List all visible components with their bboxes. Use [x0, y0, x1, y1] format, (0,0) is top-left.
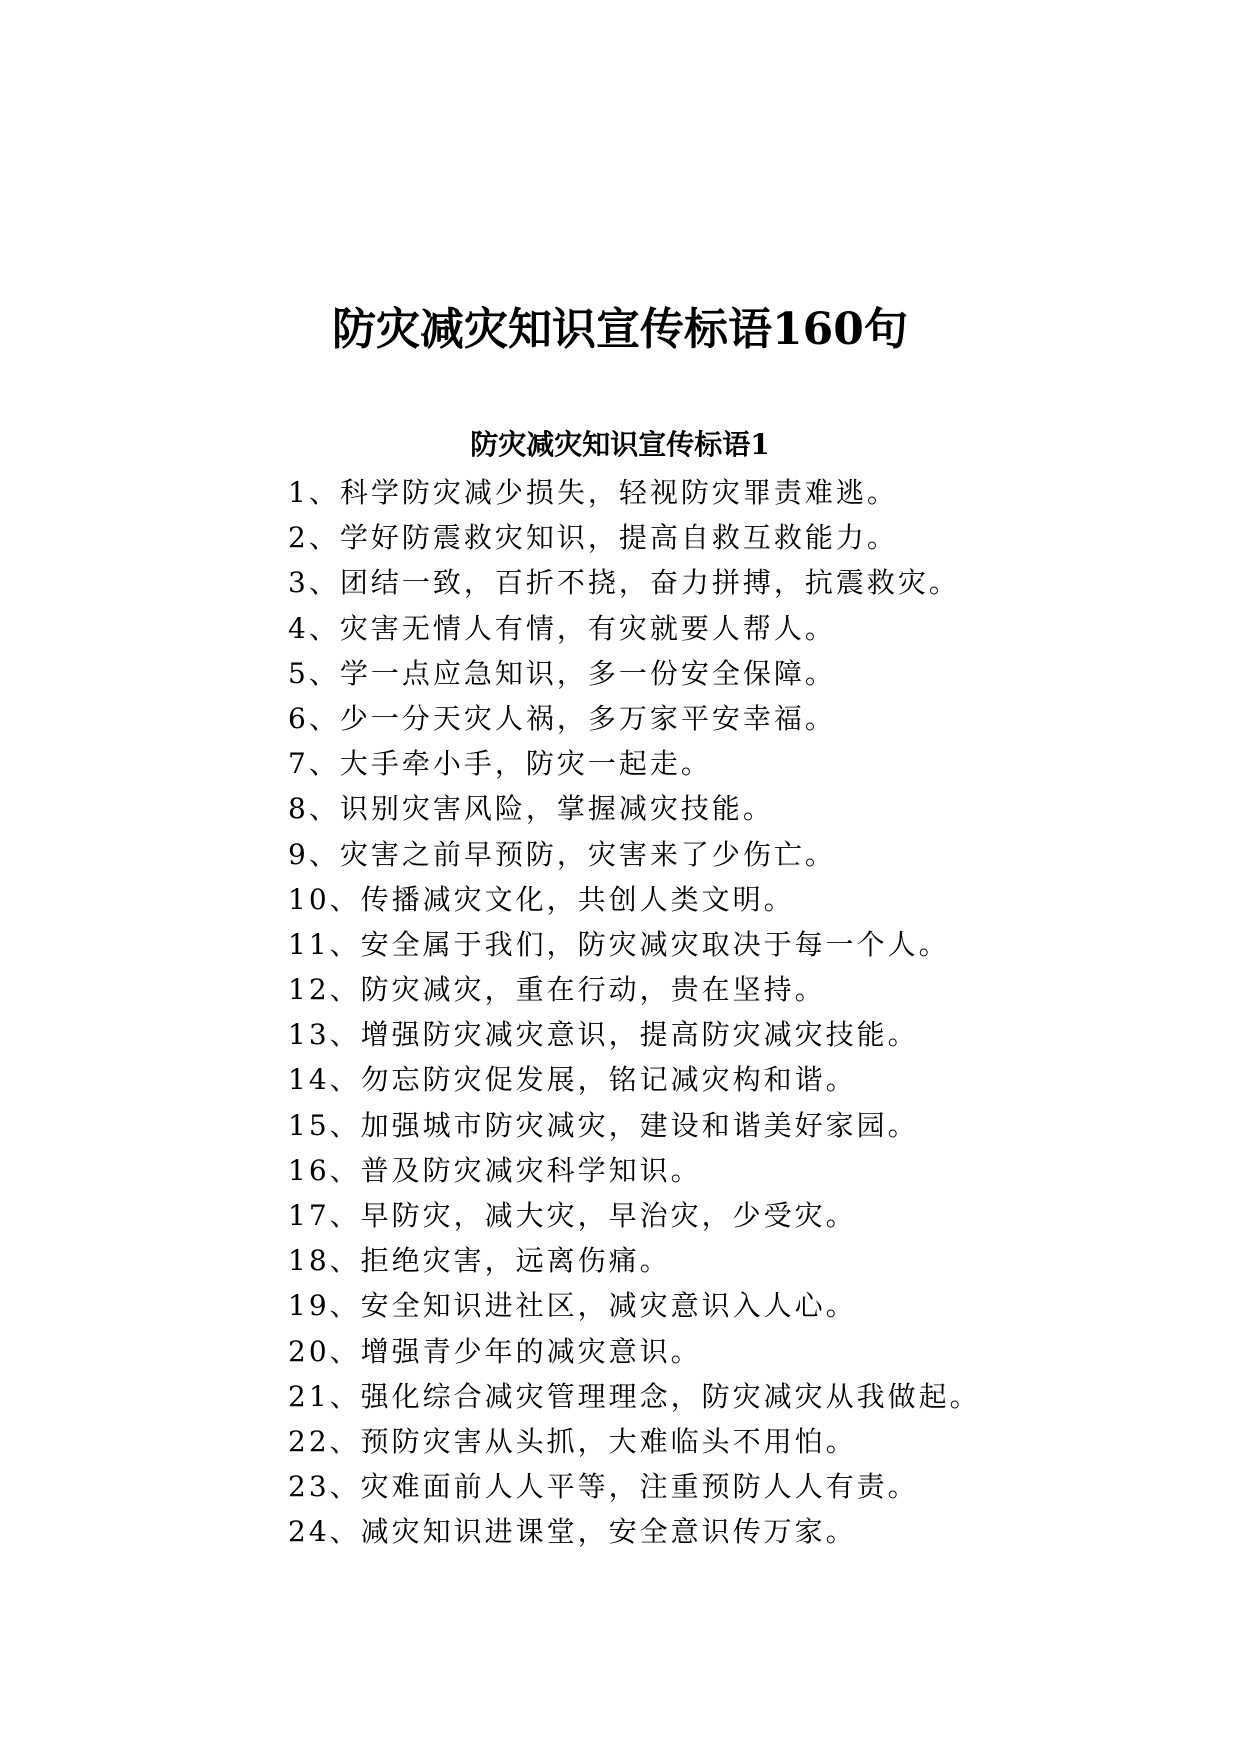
- slogan-item: 22、预防灾害从头抓，大难临头不用怕。: [288, 1424, 857, 1458]
- slogan-item: 13、增强防灾减灾意识，提高防灾减灾技能。: [288, 1018, 919, 1052]
- slogan-item: 21、强化综合减灾管理理念，防灾减灾从我做起。: [288, 1379, 981, 1413]
- section-heading: 防灾减灾知识宣传标语1: [470, 428, 770, 461]
- slogan-item: 4、灾害无情人有情，有灾就要人帮人。: [288, 611, 836, 645]
- slogan-item: 24、减灾知识进课堂，安全意识传万家。: [288, 1515, 857, 1549]
- slogan-item: 3、团结一致，百折不挠，奋力拼搏，抗震救灾。: [288, 566, 960, 600]
- slogan-item: 18、拒绝灾害，远离伤痛。: [288, 1244, 671, 1278]
- slogan-item: 10、传播减灾文化，共创人类文明。: [288, 882, 795, 916]
- slogan-item: 2、学好防震救灾知识，提高自救互救能力。: [288, 521, 898, 555]
- slogan-item: 23、灾难面前人人平等，注重预防人人有责。: [288, 1470, 919, 1504]
- slogan-item: 8、识别灾害风险，掌握减灾技能。: [288, 792, 774, 826]
- slogan-item: 17、早防灾，减大灾，早治灾，少受灾。: [288, 1199, 857, 1232]
- slogan-item: 7、大手牵小手，防灾一起走。: [288, 747, 712, 781]
- slogan-list: [288, 470, 1108, 1555]
- slogan-item: 1、科学防灾减少损失，轻视防灾罪责难逃。: [288, 476, 898, 509]
- slogan-item: 15、加强城市防灾减灾，建设和谐美好家园。: [288, 1108, 919, 1142]
- slogan-item: 19、安全知识进社区，减灾意识入人心。: [288, 1289, 857, 1323]
- slogan-item: 12、防灾减灾，重在行动，贵在坚持。: [288, 973, 826, 1007]
- slogan-item: 16、普及防灾减灾科学知识。: [288, 1153, 702, 1187]
- slogan-item: 5、学一点应急知识，多一份安全保障。: [288, 656, 836, 690]
- slogan-item: 9、灾害之前早预防，灾害来了少伤亡。: [288, 837, 836, 871]
- slogan-item: 11、安全属于我们，防灾减灾取决于每一个人。: [288, 927, 950, 961]
- slogan-item: 14、勿忘防灾促发展，铭记减灾构和谐。: [288, 1063, 857, 1097]
- document-title: 防灾减灾知识宣传标语160句: [332, 304, 908, 355]
- slogan-item: 20、增强青少年的减灾意识。: [288, 1334, 702, 1368]
- slogan-item: 6、少一分天灾人祸，多万家平安幸福。: [288, 701, 836, 735]
